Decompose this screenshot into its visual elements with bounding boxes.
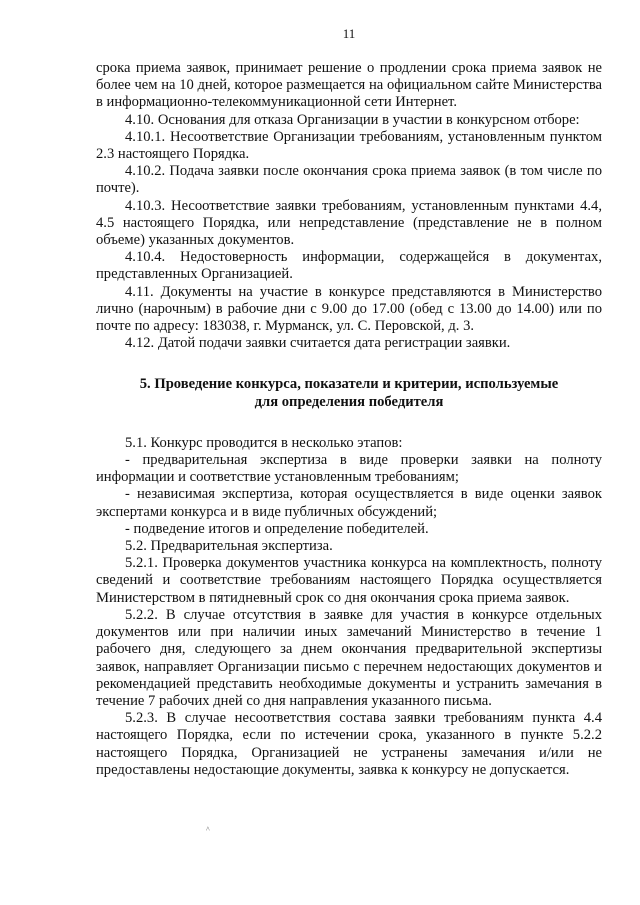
paragraph-4-10-2: 4.10.2. Подача заявки после окончания срока приема заявок (в том числе по почте). (96, 163, 602, 197)
section-heading (96, 376, 602, 410)
paragraph-5-2-2: 5.2.2. В случае отсутствия в заявке для участия в конкурсе отдельных документов или при наличии иных замечаний Министерство в течение 1 рабочего дня, следующего за днем окончания предварительной экспертизы заявок, направляет Организации письмо с перечнем недостающих документов и рекомендацией представить необходимые документы и устранить замечания в течение 7 рабочих дней со дня направления указанного письма. (96, 606, 602, 709)
paragraph-5-1: 5.1. Конкурс проводится в несколько этапов: (125, 434, 403, 451)
page-number: 11 (342, 26, 356, 41)
paragraph-4-11: 4.11. Документы на участие в конкурсе представляются в Министерство лично (нарочным) в рабочие дни с 9.00 до 17.00 (обед с 13.00 до 14.00) или по почте по адресу: 183038, г. Мурманск, ул. С. Перовской, д. 3. (96, 283, 602, 335)
paragraph-4-10-3: 4.10.3. Несоответствие заявки требованиям, установленным пунктами 4.4, 4.5 настоящего Порядка, или непредставление (представление не в полном объеме) указанных документов. (96, 197, 602, 249)
paragraph-continuation: срока приема заявок, принимает решение о продлении срока приема заявок не более чем на 10 дней, которое размещается на официальном сайте Министерства в информационно-телекоммуникационной сети Интернет. (96, 60, 602, 111)
section-heading-line-1: 5. Проведение конкурса, показатели и критерии, используемые (139, 376, 559, 393)
document-page (96, 26, 602, 779)
scan-mark: ^ (206, 825, 210, 834)
paragraph-4-10: 4.10. Основания для отказа Организации в участии в конкурсном отборе: (125, 111, 580, 128)
paragraph-5-2: 5.2. Предварительная экспертиза. (125, 538, 333, 555)
list-item-stage-2: - независимая экспертиза, которая осуществляется в виде оценки заявок экспертами конкурса и в виде публичных обсуждений; (96, 486, 602, 520)
spacer (96, 352, 602, 376)
paragraph-4-12: 4.12. Датой подачи заявки считается дата регистрации заявки. (125, 335, 511, 352)
paragraphs-bottom (96, 435, 602, 779)
spacer (96, 411, 602, 435)
section-heading-line-2: для определения победителя (254, 393, 444, 410)
paragraph-5-2-1: 5.2.1. Проверка документов участника конкурса на комплектность, полноту сведений и соответствие требованиям настоящего Порядка осуществляется Министерством в пятидневный срок со дня окончания срока приема заявок. (96, 555, 602, 606)
list-item-stage-3: - подведение итогов и определение победителей. (125, 520, 429, 537)
paragraph-4-10-1: 4.10.1. Несоответствие Организации требованиям, установленным пунктом 2.3 настоящего Порядка. (96, 128, 602, 163)
list-item-stage-1: - предварительная экспертиза в виде проверки заявки на полноту информации и соответствие установленным требованиям; (96, 452, 602, 486)
paragraph-4-10-4: 4.10.4. Недостоверность информации, содержащейся в документах, представленных Организацией. (96, 249, 602, 283)
paragraph-5-2-3: 5.2.3. В случае несоответствия состава заявки требованиям пункта 4.4 настоящего Порядка, если по истечении срока, указанного в пункте 5.2.2 настоящего Порядка, Организацией не устранены замечания и/или не предоставлены недостающие документы, заявка к конкурсу не допускается. (96, 710, 602, 778)
paragraphs-top (96, 60, 602, 352)
